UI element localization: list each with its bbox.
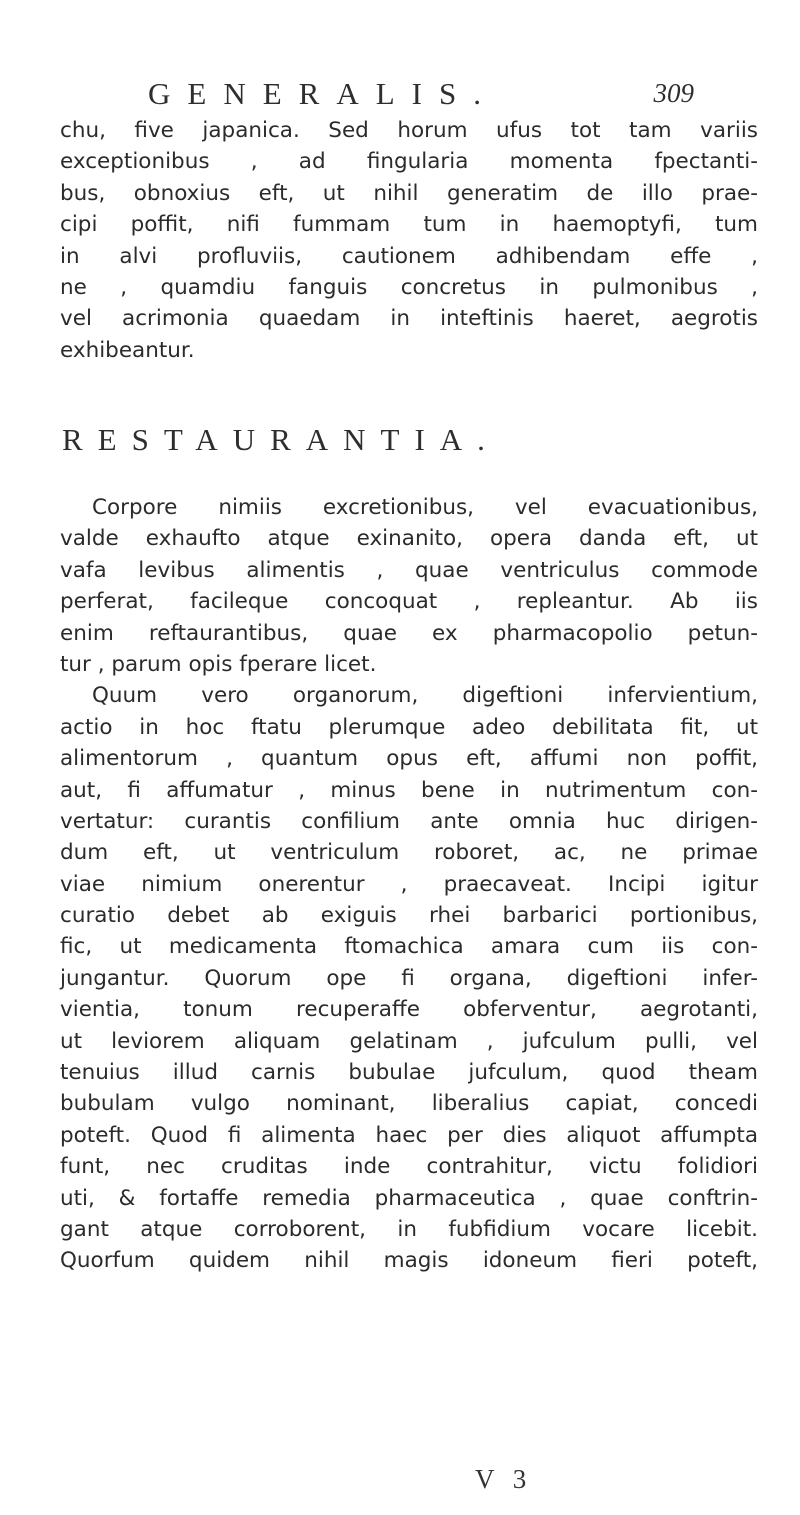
text-line: vafa levibus alimentis , quae ventriculus commode — [60, 557, 758, 583]
paragraph-2 — [60, 492, 758, 680]
text-line: dum eft, ut ventriculum roboret, ac, ne primae — [60, 840, 758, 866]
text-line: Corpore nimiis excretionibus, vel evacuationibus, — [92, 495, 758, 520]
text-line: valde exhaufto atque exinanito, opera danda eft, ut — [60, 526, 758, 552]
text-line: alimentorum , quantum opus eft, affumi non poffit, — [60, 746, 758, 772]
paragraph-3 — [60, 680, 758, 1276]
text-line: vientia, tonum recuperaffe obferventur, aegrotanti, — [60, 997, 758, 1023]
running-head — [120, 76, 694, 116]
signature-mark: V 3 — [475, 1464, 533, 1494]
body-text — [60, 492, 758, 1277]
text-line: uti, & fortaffe remedia pharmaceutica , quae conftrin- — [60, 1185, 758, 1211]
text-line: exceptionibus , ad fingularia momenta fpectanti- — [60, 149, 758, 175]
section-heading: RESTAURANTIA. — [62, 422, 500, 457]
text-line: viae nimium onerentur , praecaveat. Incipi igitur — [60, 871, 758, 897]
text-line: Quum vero organorum, digeftioni infervientium, — [92, 683, 758, 709]
text-line: fic, ut medicamenta ftomachica amara cum iis con- — [60, 934, 758, 960]
text-line: tenuius illud carnis bubulae jufculum, quod theam — [60, 1060, 758, 1086]
text-line: ut leviorem aliquam gelatinam , jufculum pulli, vel — [60, 1028, 758, 1054]
text-line: perferat, facileque concoquat , repleantur. Ab iis — [60, 589, 758, 615]
text-line: aut, fi affumatur , minus bene in nutrimentum con- — [60, 777, 758, 803]
text-line: curatio debet ab exiguis rhei barbarici portionibus, — [60, 903, 758, 929]
page-number: 309 — [653, 78, 694, 108]
text-line: tur , parum opis fperare licet. — [60, 651, 377, 677]
text-line: enim reftaurantibus, quae ex pharmacopolio petun- — [60, 620, 758, 646]
text-line: in alvi profluviis, cautionem adhibendam effe , — [60, 243, 758, 269]
text-line: gant atque corroborent, in fubfidium vocare licebit. — [60, 1216, 758, 1242]
text-line: bubulam vulgo nominant, liberalius capiat, concedi — [60, 1091, 758, 1117]
text-line: poteft. Quod fi alimenta haec per dies aliquot affumpta — [60, 1122, 758, 1148]
text-line: chu, five japanica. Sed horum ufus tot tam variis — [60, 118, 758, 143]
text-line: actio in hoc ftatu plerumque adeo debilitata fit, ut — [60, 714, 758, 740]
text-line: exhibeantur. — [60, 337, 195, 363]
text-line: Quorfum quidem nihil magis idoneum fieri poteft, — [60, 1248, 758, 1274]
text-line: vertatur: curantis confilium ante omnia huc dirigen- — [60, 808, 758, 834]
paragraph-1 — [60, 115, 758, 366]
text-line: cipi poffit, nifi fummam tum in haemoptyfi, tum — [60, 212, 758, 238]
running-title: GENERALIS. — [148, 76, 498, 111]
text-line: ne , quamdiu fanguis concretus in pulmonibus , — [60, 274, 758, 300]
text-line: funt, nec cruditas inde contrahitur, victu folidiori — [60, 1154, 758, 1180]
text-line: vel acrimonia quaedam in inteftinis haeret, aegrotis — [60, 306, 758, 332]
text-line: jungantur. Quorum ope fi organa, digeftioni infer- — [60, 965, 758, 991]
text-line: bus, obnoxius eft, ut nihil generatim de illo prae- — [60, 180, 758, 206]
